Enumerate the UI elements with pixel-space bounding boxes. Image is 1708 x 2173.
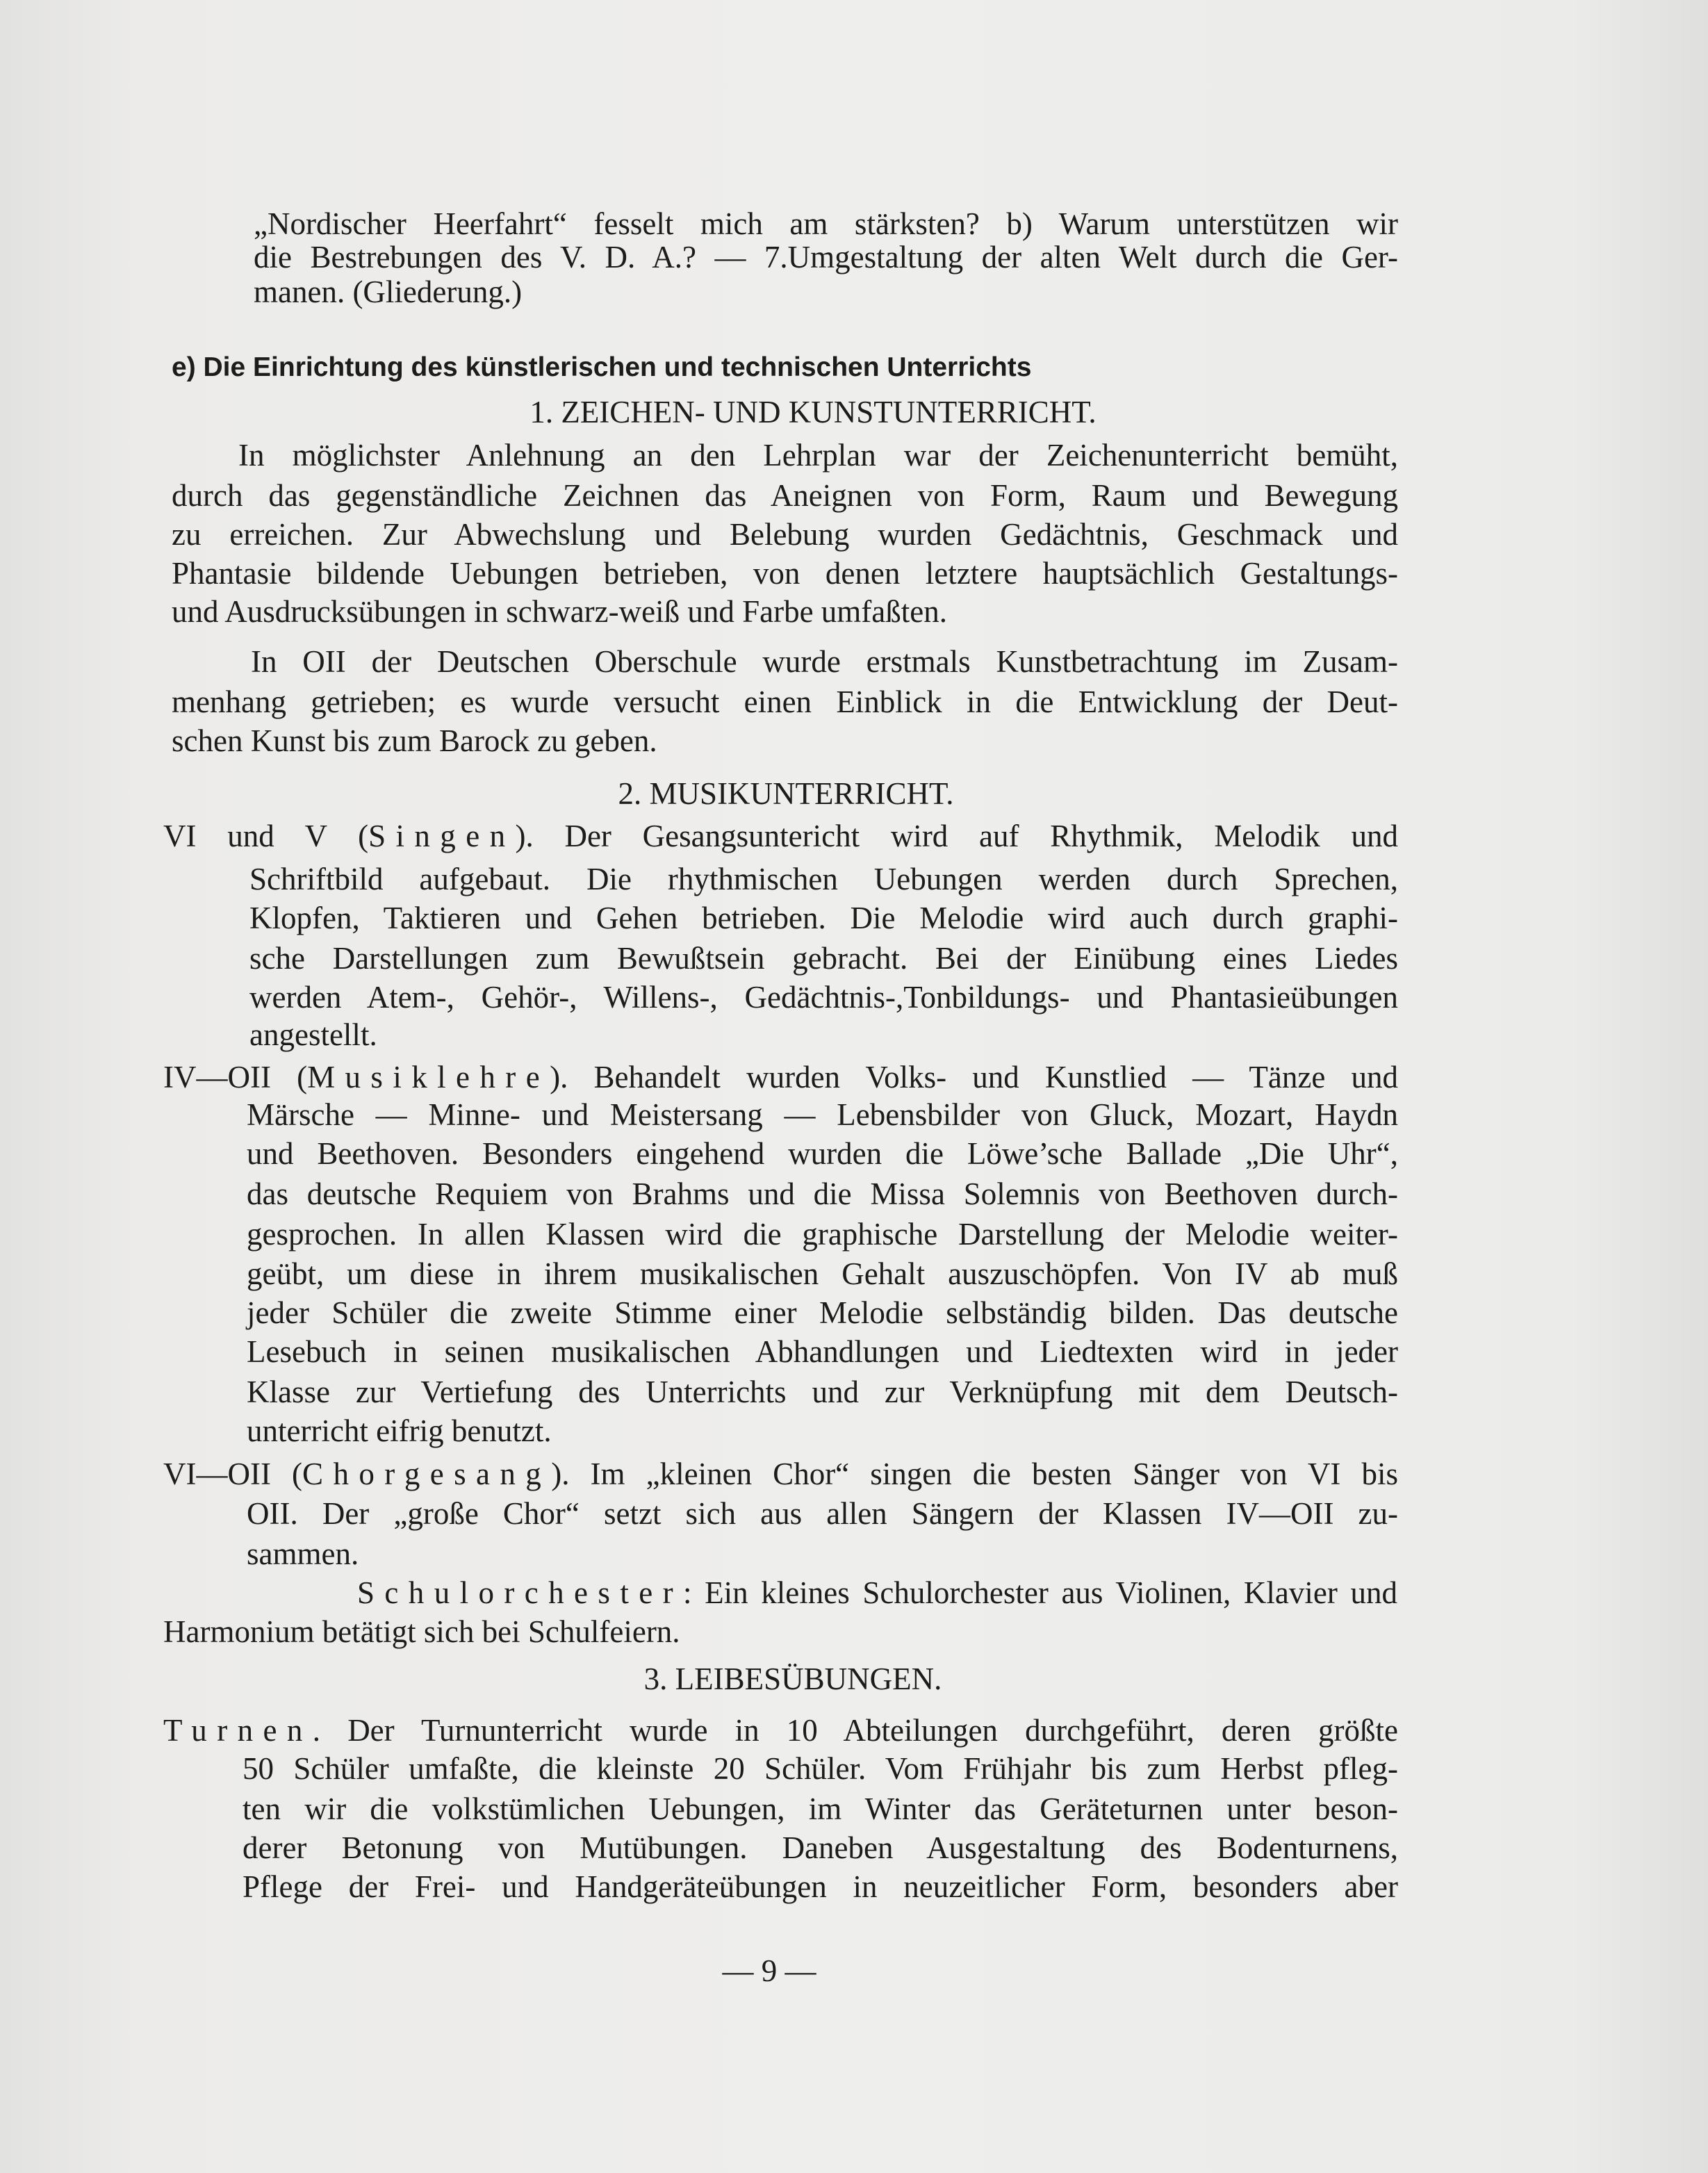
text-line bbox=[172, 475, 1398, 516]
text-segment: OII. Der „große Chor“ setzt sich aus allen Sängern der Klassen IV—OII zu- bbox=[247, 1496, 1398, 1531]
text-line bbox=[247, 1372, 1398, 1412]
text-line bbox=[163, 1057, 1398, 1097]
text-line bbox=[163, 1454, 1398, 1494]
text-line bbox=[163, 816, 1398, 856]
text-segment: ). Der Gesangsuntericht wird auf Rhythmik, Melodik und bbox=[515, 819, 1398, 853]
text-segment: IV—OII ( bbox=[163, 1060, 308, 1094]
text-line bbox=[249, 977, 1398, 1017]
text-line bbox=[243, 1828, 1398, 1868]
text-segment: menhang getrieben; es wurde versucht einen Einblick in die Entwicklung der Deut- bbox=[172, 684, 1398, 719]
text-segment: werden Atem-, Gehör-, Willens-, Gedächtnis-,Tonbildungs- und Phantasieübungen bbox=[249, 980, 1398, 1015]
text-segment: jeder Schüler die zweite Stimme einer Melodie selbständig bilden. Das deutsche bbox=[247, 1295, 1398, 1330]
page-number: — 9 — bbox=[722, 1953, 816, 1988]
subsection-title bbox=[230, 773, 1342, 814]
spaced-emphasis-text: Chorgesang bbox=[302, 1457, 552, 1491]
text-line bbox=[163, 1612, 680, 1652]
text-segment: 2. MUSIKUNTERRICHT. bbox=[618, 776, 954, 811]
text-segment: derer Betonung von Mutübungen. Daneben Ausgestaltung des Bodenturnens, bbox=[243, 1830, 1398, 1865]
text-segment: VI und V ( bbox=[163, 819, 369, 853]
text-line bbox=[247, 1254, 1398, 1294]
text-line bbox=[247, 1133, 1398, 1174]
text-segment: die Bestrebungen des V. D. A.? — 7.Umgestaltung der alten Welt durch die Ger- bbox=[254, 240, 1398, 274]
text-line bbox=[163, 1710, 1398, 1750]
text-segment: sammen. bbox=[247, 1536, 359, 1571]
text-line bbox=[243, 1789, 1398, 1829]
text-line bbox=[249, 938, 1398, 978]
text-segment: Lesebuch in seinen musikalischen Abhandlungen und Liedtexten wird in jeder bbox=[247, 1334, 1398, 1369]
subsection-title bbox=[257, 392, 1369, 432]
spaced-emphasis-text: Turnen bbox=[163, 1713, 313, 1748]
spaced-emphasis-text: Singen bbox=[368, 819, 516, 853]
text-line bbox=[172, 591, 947, 632]
section-heading bbox=[172, 347, 1031, 388]
text-segment: sche Darstellungen zum Bewußtsein gebracht. Bei der Einübung eines Liedes bbox=[249, 941, 1398, 976]
text-segment: In möglichster Anlehnung an den Lehrplan war der Zeichenunterricht bemüht, bbox=[238, 438, 1398, 473]
text-segment: 50 Schüler umfaßte, die kleinste 20 Schüler. Vom Frühjahr bis zum Herbst pfleg- bbox=[243, 1751, 1398, 1786]
text-line bbox=[247, 1214, 1398, 1254]
text-line bbox=[247, 1331, 1398, 1372]
text-line bbox=[249, 859, 1398, 899]
text-line bbox=[247, 1411, 552, 1451]
text-segment: ten wir die volkstümlichen Uebungen, im Winter das Geräteturnen unter beson- bbox=[243, 1791, 1398, 1826]
text-line bbox=[254, 272, 522, 312]
text-segment: und Beethoven. Besonders eingehend wurden die Löwe’sche Ballade „Die Uhr“, bbox=[247, 1136, 1398, 1171]
text-segment: gesprochen. In allen Klassen wird die graphische Darstellung der Melodie weiter- bbox=[247, 1217, 1398, 1252]
text-line bbox=[238, 435, 1398, 475]
text-segment: 3. LEIBESÜBUNGEN. bbox=[643, 1662, 942, 1696]
text-line bbox=[249, 898, 1398, 938]
text-line bbox=[251, 641, 1398, 682]
text-segment: In OII der Deutschen Oberschule wurde erstmals Kunstbetrachtung im Zusam- bbox=[251, 644, 1398, 679]
text-segment: das deutsche Requiem von Brahms und die Missa Solemnis von Beethoven durch- bbox=[247, 1176, 1398, 1211]
text-segment: ). Im „kleinen Chor“ singen die besten Sänger von VI bis bbox=[551, 1457, 1398, 1491]
text-segment: Märsche — Minne- und Meistersang — Lebensbilder von Gluck, Mozart, Haydn bbox=[247, 1097, 1398, 1132]
text-segment: VI—OII ( bbox=[163, 1457, 303, 1491]
spaced-emphasis-text: Musiklehre bbox=[307, 1060, 550, 1094]
text-line bbox=[243, 1867, 1398, 1907]
text-segment: schen Kunst bis zum Barock zu geben. bbox=[172, 723, 657, 758]
text-segment: Phantasie bildende Uebungen betrieben, von denen letztere hauptsächlich Gestaltungs- bbox=[172, 556, 1398, 591]
text-line bbox=[247, 1174, 1398, 1214]
text-segment: 1. ZEICHEN- UND KUNSTUNTERRICHT. bbox=[529, 395, 1097, 429]
text-segment: Schriftbild aufgebaut. Die rhythmischen Uebungen werden durch Sprechen, bbox=[249, 862, 1398, 896]
text-segment: Klopfen, Taktieren und Gehen betrieben. Die Melodie wird auch durch graphi- bbox=[249, 901, 1398, 935]
text-segment: : Ein kleines Schulorchester aus Violinen, Klavier und bbox=[683, 1575, 1397, 1610]
text-line bbox=[172, 721, 657, 761]
text-segment: e) Die Einrichtung des künstlerischen und technischen Unterrichts bbox=[172, 352, 1032, 382]
text-segment: geübt, um diese in ihrem musikalischen Gehalt auszuschöpfen. Von IV ab muß bbox=[247, 1256, 1398, 1291]
text-line bbox=[243, 1748, 1398, 1789]
text-line bbox=[247, 1493, 1398, 1534]
text-segment: und Ausdrucksübungen in schwarz-weiß und Farbe umfaßten. bbox=[172, 594, 947, 629]
spaced-emphasis-text: Schulorchester bbox=[357, 1575, 684, 1610]
text-segment: unterricht eifrig benutzt. bbox=[247, 1413, 552, 1448]
text-segment: . Der Turnunterricht wurde in 10 Abteilungen durchgeführt, deren größte bbox=[312, 1713, 1398, 1748]
text-line bbox=[172, 514, 1398, 555]
text-line bbox=[247, 1094, 1398, 1135]
text-line bbox=[247, 1293, 1398, 1333]
text-segment: zu erreichen. Zur Abwechslung und Belebung wurden Gedächtnis, Geschmack und bbox=[172, 517, 1398, 552]
text-segment: durch das gegenständliche Zeichnen das Aneignen von Form, Raum und Bewegung bbox=[172, 478, 1398, 513]
text-segment: angestellt. bbox=[249, 1017, 377, 1052]
text-segment: Harmonium betätigt sich bei Schulfeiern. bbox=[163, 1614, 680, 1649]
text-line bbox=[357, 1573, 1397, 1613]
text-line bbox=[249, 1015, 377, 1055]
subsection-title bbox=[237, 1659, 1349, 1699]
text-segment: ). Behandelt wurden Volks- und Kunstlied — Tänze und bbox=[550, 1060, 1398, 1094]
text-line bbox=[247, 1534, 359, 1574]
text-segment: Pflege der Frei- und Handgeräteübungen in neuzeitlicher Form, besonders aber bbox=[243, 1869, 1398, 1904]
text-segment: manen. (Gliederung.) bbox=[254, 274, 523, 309]
text-line bbox=[172, 682, 1398, 722]
text-segment: Klasse zur Vertiefung des Unterrichts und zur Verknüpfung mit dem Deutsch- bbox=[247, 1375, 1398, 1409]
text-segment: „Nordischer Heerfahrt“ fesselt mich am stärksten? b) Warum unterstützen wir bbox=[254, 206, 1398, 241]
text-line bbox=[172, 553, 1398, 593]
